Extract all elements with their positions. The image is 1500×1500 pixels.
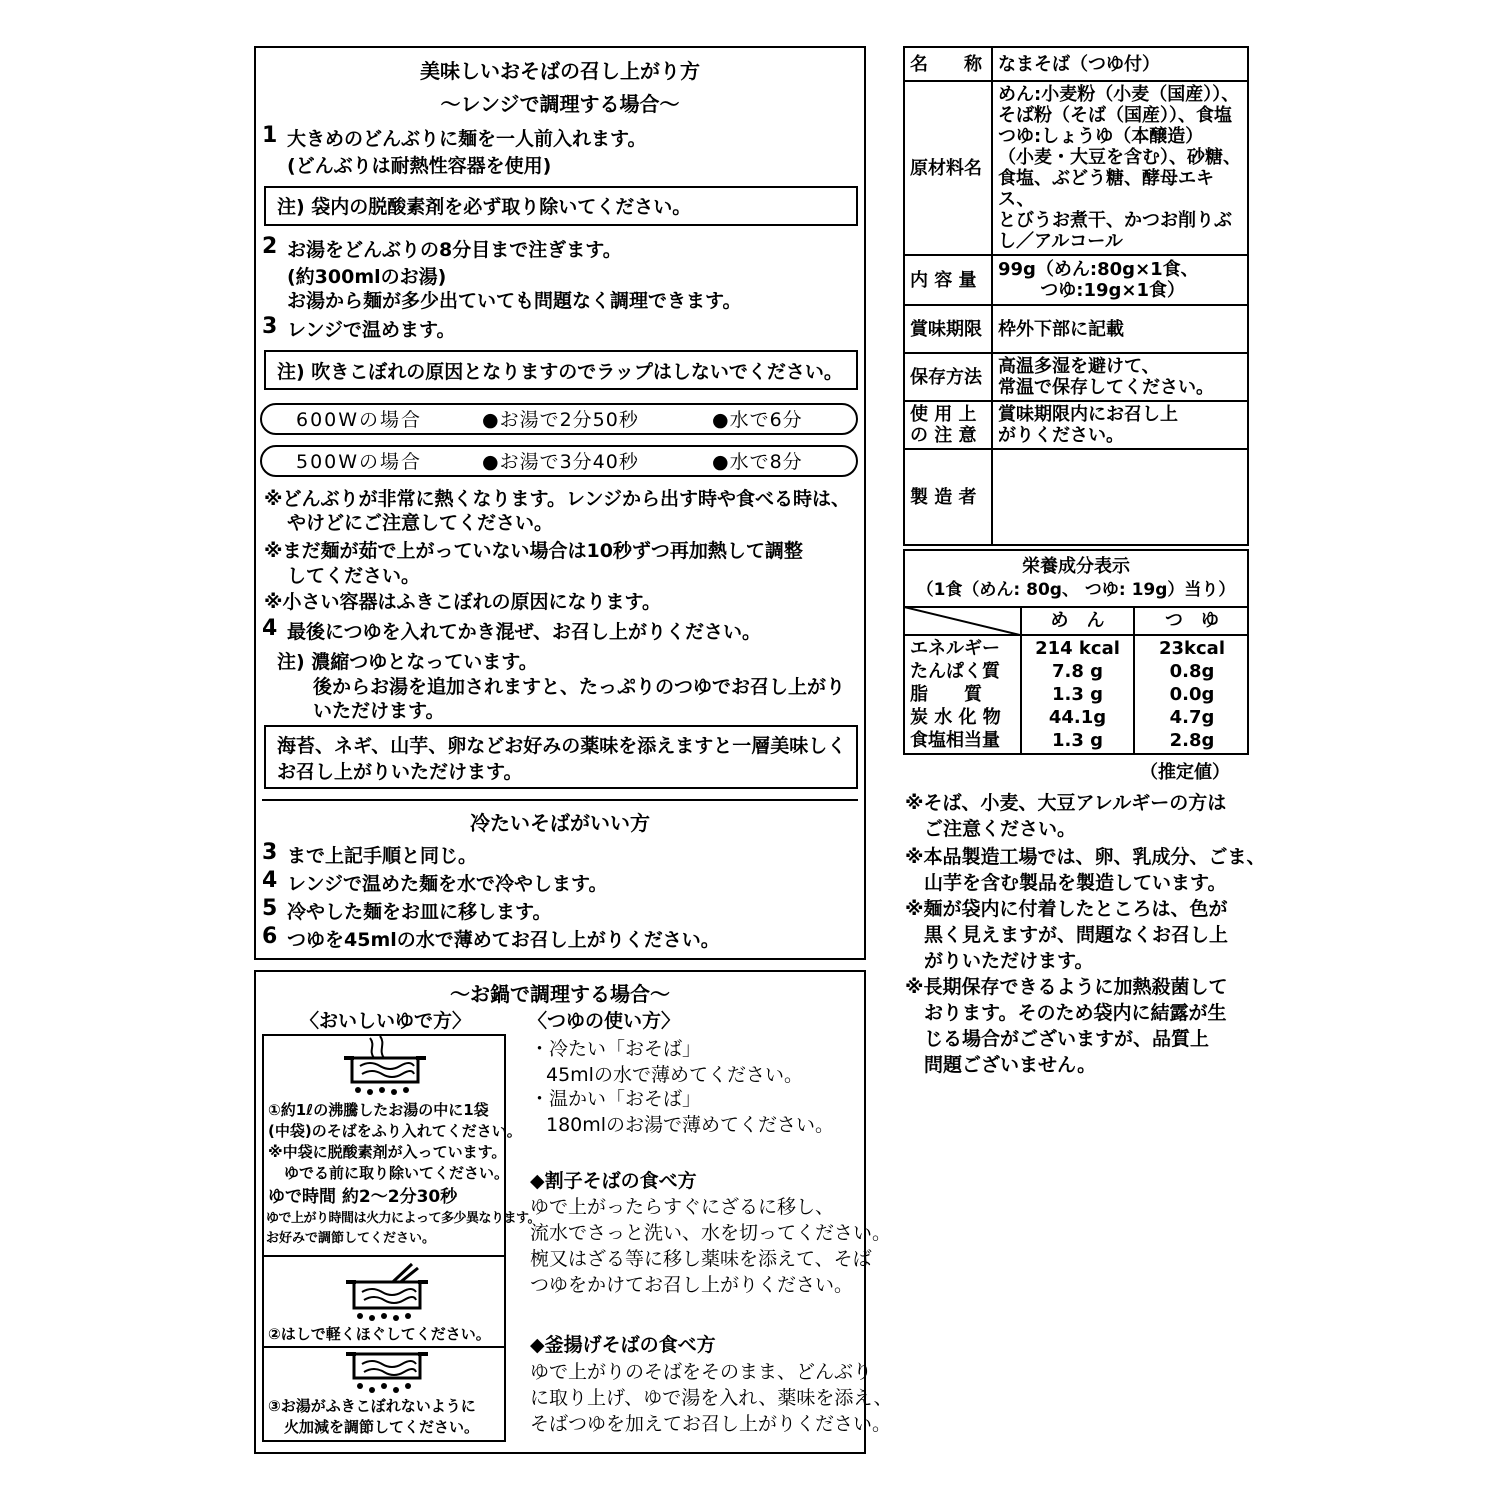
step-number: 3 [262, 314, 278, 339]
step-number: 1 [262, 123, 278, 148]
step-text: 冷やした麺をお皿に移します。 [287, 901, 552, 923]
caution-text: ※まだ麺が茹で上がっていない場合は10秒ずつ再加熱して調整 [264, 540, 803, 562]
allergy-note: ※麺が袋内に付着したところは、色が [905, 898, 1228, 920]
nutrient-men-value: 1.3 g [1051, 730, 1104, 751]
step-text: お湯をどんぶりの8分目まで注ぎます。 [287, 239, 622, 261]
time-500w-label: 500Wの場合 [296, 451, 423, 473]
nutrient-tsuyu-value: 2.8g [1169, 730, 1215, 751]
kamaage-soba-text: に取り上げ、ゆで湯を入れ、薬味を添え、 [530, 1387, 893, 1409]
time-500w-hot: ●お湯で3分40秒 [482, 451, 639, 473]
nutrient-label: 食塩相当量 [910, 730, 1000, 751]
warigo-soba-text: 椀又はざる等に移し薬味を添えて、そば [530, 1248, 872, 1270]
allergy-note: 山芋を含む製品を製造しています。 [905, 872, 1227, 894]
caution-text: してください。 [287, 565, 421, 587]
nutrient-men-value: 7.8 g [1051, 661, 1104, 682]
header-diagonal [904, 607, 1020, 639]
boil-step-text: (中袋)のそばをふり入れてください。 [268, 1122, 522, 1140]
section-divider [262, 799, 858, 801]
boil-step-text: ①約1ℓの沸騰したお湯の中に1袋 [268, 1101, 489, 1119]
kamaage-soba-text: そばつゆを加えてお召し上がりください。 [530, 1413, 892, 1435]
nutrient-men-value: 214 kcal [1035, 638, 1120, 659]
microwave-subtitle: 〜レンジで調理する場合〜 [440, 92, 680, 116]
storage-value: 高温多湿を避けて、 常温で保存してください。 [992, 353, 1248, 401]
time-600w-label: 600Wの場合 [296, 409, 423, 431]
nutrient-label: 脂 質 [910, 684, 982, 705]
step-number: 4 [262, 868, 278, 893]
ingredients-label: 原材料名 [904, 81, 992, 255]
tsuyu-usage-text: 180mlのお湯で薄めてください。 [546, 1114, 835, 1136]
column-header-men: め ん [1050, 610, 1105, 631]
step-text: レンジで温めます。 [287, 319, 456, 341]
step-number: 2 [262, 234, 278, 259]
nutrient-tsuyu-value: 0.8g [1169, 661, 1215, 682]
content-value: 99g（めん:80g×1食、 つゆ:19g×1食） [992, 255, 1248, 305]
boil-step-text: 火加減を調節してください。 [284, 1418, 480, 1436]
step-subtext: お湯から麺が多少出ていても問題なく調理できます。 [287, 290, 742, 312]
nutrition-title: 栄養成分表示 [1022, 556, 1130, 577]
time-500w-water: ●水で8分 [712, 451, 803, 473]
cold-soba-title: 冷たいそばがいい方 [470, 811, 650, 835]
allergy-note: ※長期保存できるように加熱殺菌して [905, 976, 1228, 998]
maker-label: 製 造 者 [904, 449, 992, 545]
step-text: まで上記手順と同じ。 [287, 845, 478, 867]
estimate-note: （推定値） [1140, 762, 1230, 783]
nutrient-label: 炭 水 化 物 [910, 707, 1001, 728]
nutrient-tsuyu-value: 0.0g [1169, 684, 1215, 705]
step-number: 5 [262, 896, 278, 921]
tsuyu-usage-text: ・温かい「おそば」 [530, 1088, 702, 1110]
tsuyu-title: 〈つゆの使い方〉 [528, 1010, 681, 1032]
step-note: いただけます。 [313, 700, 445, 722]
step-text: 大きめのどんぶりに麺を一人前入れます。 [287, 128, 647, 150]
expiry-label: 賞味期限 [904, 305, 992, 353]
tip-text: 海苔、ネギ、山芋、卵などお好みの薬味を添えますと一層美味しく [277, 735, 847, 757]
boiling-title: 〈おいしいゆで方〉 [300, 1010, 472, 1032]
pot-simmer-icon [342, 1350, 432, 1396]
step-text: 最後につゆを入れてかき混ぜ、お召し上がりください。 [287, 621, 762, 643]
nutrition-subtitle: （1食（めん: 80g、 つゆ: 19g）当り） [916, 580, 1236, 600]
step-number: 3 [262, 840, 278, 865]
boil-step-text: ゆでる前に取り除いてください。 [284, 1164, 510, 1182]
storage-label: 保存方法 [904, 353, 992, 401]
content-label: 内 容 量 [904, 255, 992, 305]
boil-step-text: ③お湯がふきこぼれないように [268, 1397, 476, 1415]
kamaage-soba-text: ゆで上がりのそばをそのまま、どんぶり [530, 1361, 873, 1383]
boil-step-text: ②はしで軽くほぐしてください。 [268, 1325, 491, 1343]
pot-stirring-icon [342, 1262, 432, 1322]
nutrient-label: エネルギー [910, 638, 1000, 659]
name-label: 名 称 [904, 47, 992, 81]
nutrient-tsuyu-value: 23kcal [1158, 638, 1225, 659]
step-text: レンジで温めた麺を水で冷やします。 [287, 873, 608, 895]
ingredients-value: めん:小麦粉（小麦（国産））、 そば粉（そば（国産））、食塩 つゆ:しょうゆ（本醸造） （小麦・大豆を含む）、砂糖、 食塩、ぶどう糖、酵母エキス、 とびうお煮干、かつお削りぶ し／アルコール [992, 81, 1248, 255]
step-subtext: (どんぶりは耐熱性容器を使用) [287, 155, 552, 177]
caution-text: ※どんぶりが非常に熱くなります。レンジから出す時や食べる時は、 [264, 488, 851, 510]
allergy-note: ※本品製造工場では、卵、乳成分、ごま、 [905, 846, 1266, 868]
kamaage-soba-title: ◆釜揚げそばの食べ方 [530, 1334, 716, 1356]
time-600w-water: ●水で6分 [712, 409, 803, 431]
maker-value [992, 449, 1248, 545]
step-subtext: (約300mlのお湯) [287, 266, 447, 288]
caution-text: ※小さい容器はふきこぼれの原因になります。 [264, 591, 661, 613]
column-header-tsuyu: つ ゆ [1165, 610, 1219, 631]
warigo-soba-title: ◆割子そばの食べ方 [530, 1170, 697, 1192]
product-info-table [903, 46, 1249, 546]
expiry-value: 枠外下部に記載 [992, 305, 1248, 353]
step-note: 注) 濃縮つゆとなっています。 [277, 651, 538, 673]
usage-label: 使 用 上 の 注 意 [904, 401, 992, 449]
step-divider [262, 1255, 506, 1257]
nutrient-label: たんぱく質 [910, 661, 1000, 682]
page-title: 美味しいおそばの召し上がり方 [420, 59, 700, 83]
name-value: なまそば（つゆ付） [992, 47, 1248, 81]
allergy-note: おります。そのため袋内に結露が生 [905, 1002, 1227, 1024]
boil-step-text: ゆで上がり時間は火力によって多少異なります。 [266, 1211, 540, 1226]
pot-title: 〜お鍋で調理する場合〜 [450, 982, 670, 1006]
boil-step-text: ※中袋に脱酸素剤が入っています。 [268, 1143, 507, 1161]
note-text: 注) 吹きこぼれの原因となりますのでラップはしないでください。 [277, 361, 843, 383]
step-divider [262, 1346, 506, 1348]
allergy-note: 黒く見えますが、問題なくお召し上 [905, 924, 1229, 946]
allergy-note: ※そば、小麦、大豆アレルギーの方は [905, 792, 1227, 814]
step-number: 6 [262, 924, 278, 949]
nutrient-men-value: 44.1g [1048, 707, 1107, 728]
tip-text: お召し上がりいただけます。 [277, 761, 523, 783]
warigo-soba-text: つゆをかけてお召し上がりください。 [530, 1274, 854, 1296]
allergy-note: ご注意ください。 [905, 818, 1077, 840]
nutrient-men-value: 1.3 g [1051, 684, 1104, 705]
step-number: 4 [262, 616, 278, 641]
usage-value: 賞味期限内にお召し上 がりください。 [992, 401, 1248, 449]
warigo-soba-text: ゆで上がったらすぐにざるに移し、 [530, 1196, 835, 1218]
step-note: 後からお湯を追加されますと、たっぷりのつゆでお召し上がり [313, 676, 846, 698]
caution-text: やけどにご注意してください。 [287, 512, 554, 534]
pot-boiling-icon [340, 1036, 430, 1096]
step-text: つゆを45mlの水で薄めてお召し上がりください。 [287, 929, 720, 951]
tsuyu-usage-text: 45mlの水で薄めてください。 [546, 1064, 803, 1086]
allergy-note: がりいただけます。 [905, 950, 1094, 972]
nutrient-tsuyu-value: 4.7g [1169, 707, 1215, 728]
time-600w-hot: ●お湯で2分50秒 [482, 409, 639, 431]
boil-step-text: お好みで調節してください。 [266, 1231, 436, 1246]
note-text: 注) 袋内の脱酸素剤を必ず取り除いてください。 [277, 196, 692, 218]
allergy-note: じる場合がございますが、品質上 [905, 1028, 1210, 1050]
warigo-soba-text: 流水でさっと洗い、水を切ってください。 [530, 1222, 892, 1244]
boil-time-text: ゆで時間 約2〜2分30秒 [268, 1187, 458, 1207]
tsuyu-usage-text: ・冷たい「おそば」 [530, 1038, 702, 1060]
allergy-note: 問題ございません。 [905, 1054, 1097, 1076]
